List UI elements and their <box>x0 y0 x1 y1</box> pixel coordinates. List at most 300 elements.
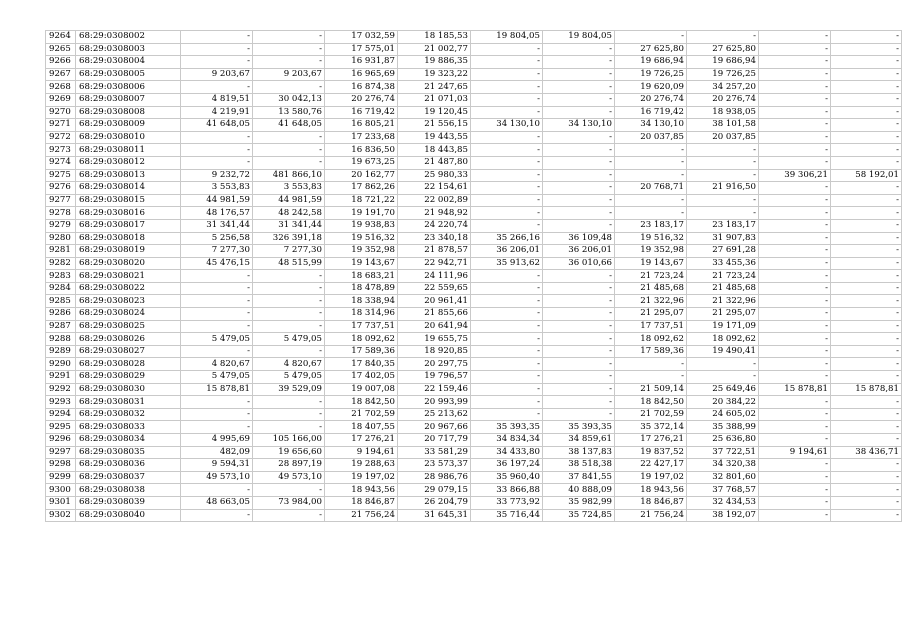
value-cell: 21 855,66 <box>398 308 471 321</box>
value-cell: - <box>831 471 902 484</box>
value-cell: 19 120,45 <box>398 106 471 119</box>
value-cell: 21 878,57 <box>398 245 471 258</box>
row-number-cell: 9284 <box>46 282 76 295</box>
value-cell: 4 820,67 <box>181 358 253 371</box>
value-cell: 21 295,07 <box>687 308 759 321</box>
value-cell: 25 980,33 <box>398 169 471 182</box>
value-cell: 25 649,46 <box>687 383 759 396</box>
table-row <box>46 421 902 434</box>
value-cell: 4 819,51 <box>181 93 253 106</box>
cadastral-number-cell: 68:29:0308011 <box>76 144 181 157</box>
value-cell: 21 723,24 <box>615 270 687 283</box>
value-cell: - <box>759 396 831 409</box>
value-cell: 18 314,96 <box>325 308 398 321</box>
value-cell: 17 737,51 <box>615 320 687 333</box>
value-cell: 21 702,59 <box>615 408 687 421</box>
cadastral-number-cell: 68:29:0308025 <box>76 320 181 333</box>
table-row <box>46 270 902 283</box>
value-cell: 33 773,92 <box>471 496 543 509</box>
cadastral-number-cell: 68:29:0308002 <box>76 31 181 44</box>
value-cell: - <box>543 68 615 81</box>
cadastral-number-cell: 68:29:0308019 <box>76 245 181 258</box>
table-row <box>46 446 902 459</box>
value-cell: 36 206,01 <box>471 245 543 258</box>
value-cell: 19 804,05 <box>471 31 543 44</box>
value-cell: 7 277,30 <box>181 245 253 258</box>
value-cell: 20 717,79 <box>398 434 471 447</box>
value-cell: 19 796,57 <box>398 371 471 384</box>
value-cell: - <box>831 144 902 157</box>
value-cell: 4 219,91 <box>181 106 253 119</box>
table-row <box>46 232 902 245</box>
value-cell: - <box>181 396 253 409</box>
value-cell: - <box>471 383 543 396</box>
row-number-cell: 9274 <box>46 156 76 169</box>
value-cell: 18 943,56 <box>615 484 687 497</box>
value-cell: 19 726,25 <box>687 68 759 81</box>
row-number-cell: 9275 <box>46 169 76 182</box>
value-cell: - <box>543 270 615 283</box>
value-cell: 39 306,21 <box>759 169 831 182</box>
value-cell: - <box>759 371 831 384</box>
value-cell: 38 518,38 <box>543 459 615 472</box>
value-cell: 19 516,32 <box>325 232 398 245</box>
value-cell: 9 194,61 <box>759 446 831 459</box>
value-cell: - <box>253 320 325 333</box>
value-cell: 15 878,81 <box>831 383 902 396</box>
value-cell: 18 920,85 <box>398 345 471 358</box>
value-cell: 36 197,24 <box>471 459 543 472</box>
value-cell: - <box>831 345 902 358</box>
row-number-cell: 9288 <box>46 333 76 346</box>
value-cell: - <box>759 31 831 44</box>
value-cell: - <box>759 270 831 283</box>
value-cell: 49 573,10 <box>181 471 253 484</box>
value-cell: 31 341,44 <box>181 219 253 232</box>
value-cell: 21 002,77 <box>398 43 471 56</box>
value-cell: - <box>831 459 902 472</box>
value-cell: - <box>471 308 543 321</box>
value-cell: - <box>471 219 543 232</box>
row-number-cell: 9285 <box>46 295 76 308</box>
row-number-cell: 9300 <box>46 484 76 497</box>
value-cell: - <box>759 106 831 119</box>
value-cell: 21 556,15 <box>398 119 471 132</box>
cadastral-number-cell: 68:29:0308035 <box>76 446 181 459</box>
value-cell: 17 402,05 <box>325 371 398 384</box>
value-cell: - <box>181 308 253 321</box>
table-row <box>46 182 902 195</box>
value-cell: 27 625,80 <box>615 43 687 56</box>
value-cell: - <box>759 459 831 472</box>
value-cell: 19 171,09 <box>687 320 759 333</box>
value-cell: 17 032,59 <box>325 31 398 44</box>
row-number-cell: 9276 <box>46 182 76 195</box>
value-cell: - <box>759 207 831 220</box>
value-cell: 32 801,60 <box>687 471 759 484</box>
value-cell: 19 490,41 <box>687 345 759 358</box>
value-cell: 19 143,67 <box>615 257 687 270</box>
value-cell: 16 965,69 <box>325 68 398 81</box>
value-cell: - <box>181 31 253 44</box>
value-cell: 22 154,61 <box>398 182 471 195</box>
value-cell: 20 768,71 <box>615 182 687 195</box>
value-cell: 35 913,62 <box>471 257 543 270</box>
value-cell: - <box>543 169 615 182</box>
value-cell: 19 323,22 <box>398 68 471 81</box>
value-cell: 19 443,55 <box>398 131 471 144</box>
value-cell: 25 636,80 <box>687 434 759 447</box>
row-number-cell: 9302 <box>46 509 76 522</box>
value-cell: 9 194,61 <box>325 446 398 459</box>
value-cell: - <box>181 295 253 308</box>
value-cell: 16 805,21 <box>325 119 398 132</box>
value-cell: 28 986,76 <box>398 471 471 484</box>
value-cell: - <box>181 156 253 169</box>
value-cell: 16 836,50 <box>325 144 398 157</box>
row-number-cell: 9269 <box>46 93 76 106</box>
value-cell: 35 393,35 <box>471 421 543 434</box>
value-cell: - <box>831 232 902 245</box>
row-number-cell: 9299 <box>46 471 76 484</box>
value-cell: 34 834,34 <box>471 434 543 447</box>
row-number-cell: 9277 <box>46 194 76 207</box>
value-cell: - <box>471 156 543 169</box>
cadastral-number-cell: 68:29:0308007 <box>76 93 181 106</box>
value-cell: 19 726,25 <box>615 68 687 81</box>
value-cell: - <box>831 119 902 132</box>
value-cell: - <box>831 270 902 283</box>
value-cell: - <box>831 333 902 346</box>
row-number-cell: 9282 <box>46 257 76 270</box>
value-cell: 22 559,65 <box>398 282 471 295</box>
cadastral-number-cell: 68:29:0308015 <box>76 194 181 207</box>
value-cell: 30 042,13 <box>253 93 325 106</box>
value-cell: - <box>831 245 902 258</box>
value-cell: 21 509,14 <box>615 383 687 396</box>
value-cell: 17 840,35 <box>325 358 398 371</box>
value-cell: 41 648,05 <box>253 119 325 132</box>
value-cell: - <box>831 131 902 144</box>
value-cell: 21 295,07 <box>615 308 687 321</box>
value-cell: 326 391,18 <box>253 232 325 245</box>
value-cell: 18 721,22 <box>325 194 398 207</box>
row-number-cell: 9293 <box>46 396 76 409</box>
value-cell: - <box>471 295 543 308</box>
value-cell: 20 037,85 <box>615 131 687 144</box>
value-cell: - <box>759 56 831 69</box>
value-cell: 19 620,09 <box>615 81 687 94</box>
value-cell: - <box>831 371 902 384</box>
value-cell: 39 529,09 <box>253 383 325 396</box>
value-cell: 19 837,52 <box>615 446 687 459</box>
row-number-cell: 9266 <box>46 56 76 69</box>
value-cell: - <box>759 156 831 169</box>
value-cell: - <box>471 207 543 220</box>
cadastral-number-cell: 68:29:0308013 <box>76 169 181 182</box>
value-cell: 105 166,00 <box>253 434 325 447</box>
value-cell: - <box>831 484 902 497</box>
cadastral-number-cell: 68:29:0308028 <box>76 358 181 371</box>
value-cell: 22 942,71 <box>398 257 471 270</box>
table-row <box>46 408 902 421</box>
value-cell: - <box>543 81 615 94</box>
value-cell: - <box>253 156 325 169</box>
value-cell: 23 183,17 <box>615 219 687 232</box>
value-cell: - <box>181 345 253 358</box>
row-number-cell: 9286 <box>46 308 76 321</box>
value-cell: 18 092,62 <box>687 333 759 346</box>
value-cell: 31 645,31 <box>398 509 471 522</box>
value-cell: 15 878,81 <box>759 383 831 396</box>
row-number-cell: 9267 <box>46 68 76 81</box>
value-cell: 41 648,05 <box>181 119 253 132</box>
table-row <box>46 207 902 220</box>
value-cell: 19 191,70 <box>325 207 398 220</box>
value-cell: - <box>471 194 543 207</box>
value-cell: 35 724,85 <box>543 509 615 522</box>
value-cell: 19 197,02 <box>615 471 687 484</box>
value-cell: 20 641,94 <box>398 320 471 333</box>
value-cell: - <box>615 358 687 371</box>
value-cell: 26 204,79 <box>398 496 471 509</box>
value-cell: - <box>687 31 759 44</box>
cadastral-number-cell: 68:29:0308005 <box>76 68 181 81</box>
value-cell: - <box>831 496 902 509</box>
value-cell: 16 719,42 <box>325 106 398 119</box>
value-cell: 9 232,72 <box>181 169 253 182</box>
value-cell: - <box>471 396 543 409</box>
row-number-cell: 9270 <box>46 106 76 119</box>
value-cell: - <box>181 484 253 497</box>
table-row <box>46 484 902 497</box>
table-row <box>46 156 902 169</box>
value-cell: - <box>831 421 902 434</box>
value-cell: 19 655,75 <box>398 333 471 346</box>
value-cell: 18 407,55 <box>325 421 398 434</box>
value-cell: - <box>471 358 543 371</box>
value-cell: - <box>543 383 615 396</box>
table-row <box>46 56 902 69</box>
value-cell: 45 476,15 <box>181 257 253 270</box>
value-cell: 25 213,62 <box>398 408 471 421</box>
value-cell: - <box>253 421 325 434</box>
value-cell: - <box>831 308 902 321</box>
value-cell: - <box>759 131 831 144</box>
value-cell: 24 111,96 <box>398 270 471 283</box>
table-row <box>46 169 902 182</box>
value-cell: - <box>759 219 831 232</box>
value-cell: - <box>471 81 543 94</box>
value-cell: - <box>253 270 325 283</box>
value-cell: 36 206,01 <box>543 245 615 258</box>
value-cell: 49 573,10 <box>253 471 325 484</box>
value-cell: - <box>543 156 615 169</box>
value-cell: 34 859,61 <box>543 434 615 447</box>
value-cell: - <box>831 408 902 421</box>
value-cell: 19 007,08 <box>325 383 398 396</box>
cadastral-number-cell: 68:29:0308029 <box>76 371 181 384</box>
cadastral-number-cell: 68:29:0308027 <box>76 345 181 358</box>
value-cell: - <box>543 56 615 69</box>
value-cell: - <box>543 93 615 106</box>
value-cell: - <box>759 496 831 509</box>
value-cell: 21 756,24 <box>615 509 687 522</box>
value-cell: 21 247,65 <box>398 81 471 94</box>
value-cell: - <box>471 345 543 358</box>
value-cell: 27 625,80 <box>687 43 759 56</box>
value-cell: 35 372,14 <box>615 421 687 434</box>
value-cell: - <box>759 434 831 447</box>
value-cell: 24 605,02 <box>687 408 759 421</box>
value-cell: 19 288,63 <box>325 459 398 472</box>
value-cell: - <box>543 106 615 119</box>
value-cell: - <box>253 396 325 409</box>
value-cell: - <box>687 144 759 157</box>
row-number-cell: 9281 <box>46 245 76 258</box>
value-cell: - <box>253 295 325 308</box>
value-cell: - <box>759 358 831 371</box>
value-cell: - <box>181 320 253 333</box>
value-cell: 34 320,38 <box>687 459 759 472</box>
value-cell: 44 981,59 <box>253 194 325 207</box>
value-cell: - <box>759 295 831 308</box>
value-cell: 18 846,87 <box>615 496 687 509</box>
table-row <box>46 333 902 346</box>
value-cell: 35 960,40 <box>471 471 543 484</box>
value-cell: - <box>831 207 902 220</box>
value-cell: 21 322,96 <box>615 295 687 308</box>
value-cell: 21 485,68 <box>687 282 759 295</box>
table-row <box>46 459 902 472</box>
value-cell: - <box>831 295 902 308</box>
table-row <box>46 371 902 384</box>
value-cell: 18 092,62 <box>325 333 398 346</box>
value-cell: - <box>831 434 902 447</box>
value-cell: - <box>471 93 543 106</box>
value-cell: - <box>181 509 253 522</box>
value-cell: 31 907,83 <box>687 232 759 245</box>
value-cell: 19 352,98 <box>615 245 687 258</box>
value-cell: - <box>543 345 615 358</box>
value-cell: 20 967,66 <box>398 421 471 434</box>
value-cell: - <box>543 144 615 157</box>
value-cell: - <box>831 81 902 94</box>
value-cell: 34 130,10 <box>471 119 543 132</box>
value-cell: 19 673,25 <box>325 156 398 169</box>
value-cell: - <box>253 345 325 358</box>
cadastral-number-cell: 68:29:0308022 <box>76 282 181 295</box>
row-number-cell: 9273 <box>46 144 76 157</box>
value-cell: 34 257,20 <box>687 81 759 94</box>
value-cell: - <box>759 320 831 333</box>
value-cell: 17 233,68 <box>325 131 398 144</box>
value-cell: - <box>181 144 253 157</box>
value-cell: - <box>831 156 902 169</box>
row-number-cell: 9271 <box>46 119 76 132</box>
value-cell: 18 938,05 <box>687 106 759 119</box>
row-number-cell: 9294 <box>46 408 76 421</box>
value-cell: 9 203,67 <box>181 68 253 81</box>
value-cell: 17 737,51 <box>325 320 398 333</box>
value-cell: 18 943,56 <box>325 484 398 497</box>
value-cell: - <box>687 358 759 371</box>
value-cell: - <box>543 207 615 220</box>
value-cell: - <box>543 396 615 409</box>
value-cell: 48 515,99 <box>253 257 325 270</box>
value-cell: - <box>471 68 543 81</box>
cadastral-number-cell: 68:29:0308034 <box>76 434 181 447</box>
value-cell: 16 931,87 <box>325 56 398 69</box>
value-cell: - <box>615 144 687 157</box>
row-number-cell: 9289 <box>46 345 76 358</box>
value-cell: 37 768,57 <box>687 484 759 497</box>
value-cell: - <box>543 320 615 333</box>
value-cell: - <box>543 219 615 232</box>
value-cell: 17 589,36 <box>325 345 398 358</box>
value-cell: - <box>543 295 615 308</box>
value-cell: 35 388,99 <box>687 421 759 434</box>
value-cell: - <box>759 484 831 497</box>
table-row <box>46 245 902 258</box>
cadastral-number-cell: 68:29:0308003 <box>76 43 181 56</box>
value-cell: - <box>253 484 325 497</box>
value-cell: - <box>253 31 325 44</box>
row-number-cell: 9280 <box>46 232 76 245</box>
row-number-cell: 9265 <box>46 43 76 56</box>
value-cell: - <box>471 270 543 283</box>
value-cell: 22 002,89 <box>398 194 471 207</box>
value-cell: - <box>543 43 615 56</box>
value-cell: - <box>253 81 325 94</box>
table-row <box>46 194 902 207</box>
row-number-cell: 9292 <box>46 383 76 396</box>
value-cell: 21 702,59 <box>325 408 398 421</box>
cadastral-number-cell: 68:29:0308018 <box>76 232 181 245</box>
value-cell: - <box>253 56 325 69</box>
value-cell: - <box>759 194 831 207</box>
value-cell: - <box>831 509 902 522</box>
row-number-cell: 9298 <box>46 459 76 472</box>
value-cell: 17 589,36 <box>615 345 687 358</box>
row-number-cell: 9296 <box>46 434 76 447</box>
cadastral-number-cell: 68:29:0308036 <box>76 459 181 472</box>
value-cell: 481 866,10 <box>253 169 325 182</box>
value-cell: 20 276,74 <box>615 93 687 106</box>
value-cell: - <box>831 68 902 81</box>
value-cell: 20 297,75 <box>398 358 471 371</box>
value-cell: 7 277,30 <box>253 245 325 258</box>
value-cell: 27 691,28 <box>687 245 759 258</box>
table-row <box>46 308 902 321</box>
value-cell: 44 981,59 <box>181 194 253 207</box>
cadastral-number-cell: 68:29:0308021 <box>76 270 181 283</box>
value-cell: - <box>831 320 902 333</box>
value-cell: 19 352,98 <box>325 245 398 258</box>
table-row <box>46 81 902 94</box>
value-cell: 35 716,44 <box>471 509 543 522</box>
value-cell: 482,09 <box>181 446 253 459</box>
value-cell: - <box>831 219 902 232</box>
value-cell: - <box>759 282 831 295</box>
value-cell: 18 683,21 <box>325 270 398 283</box>
value-cell: 33 455,36 <box>687 257 759 270</box>
value-cell: - <box>615 169 687 182</box>
data-table <box>45 30 902 522</box>
table-row <box>46 295 902 308</box>
cadastral-number-cell: 68:29:0308020 <box>76 257 181 270</box>
value-cell: - <box>543 282 615 295</box>
